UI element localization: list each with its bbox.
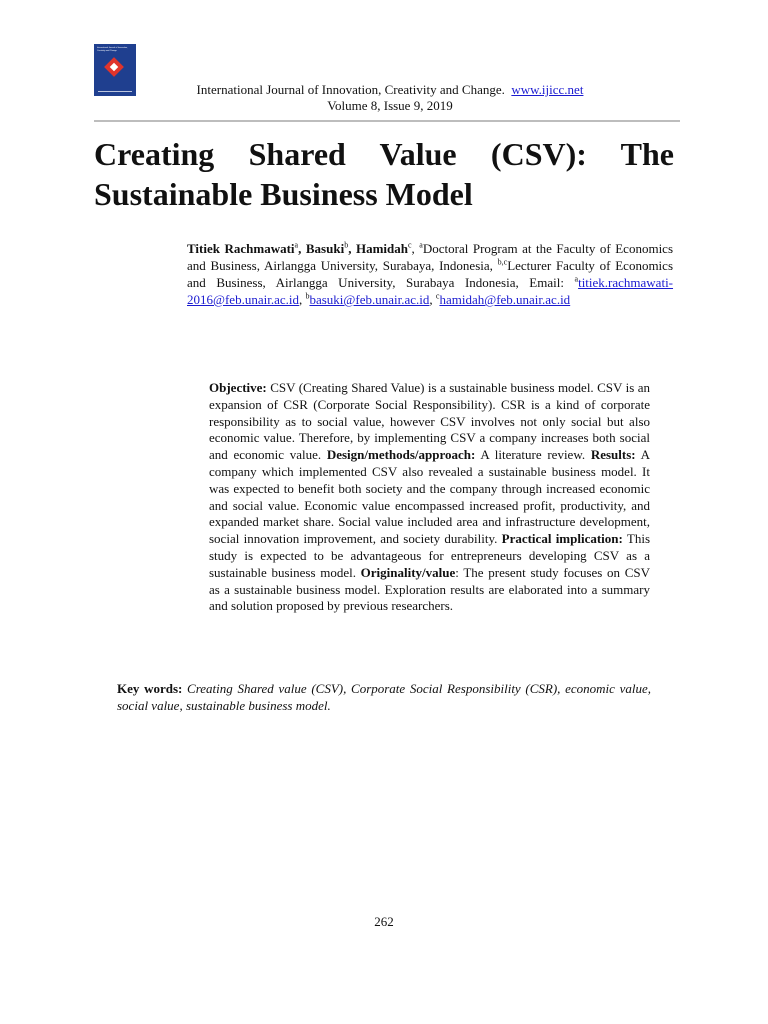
paper-title: Creating Shared Value (CSV): The Sustainable Business Model <box>94 136 674 212</box>
journal-logo-text: International Journal of Innovation, Creativity and Change <box>97 47 128 52</box>
journal-logo-emblem <box>104 57 124 77</box>
email-link-a[interactable]: titiek.rachmawati-2016@feb.unair.ac.id <box>187 275 674 307</box>
author-name: Basuki <box>305 241 345 256</box>
abstract-label: Practical implication: <box>501 531 623 547</box>
email-superscript: c <box>435 291 440 301</box>
abstract-text: : The present study focuses on CSV as a sustainable business model. Exploration results are elaborated into a summary and solution proposed by previous researchers. <box>209 564 651 614</box>
abstract-text: A literature review. <box>480 447 586 463</box>
abstract-label: Design/methods/approach: <box>326 447 476 463</box>
affiliation-superscript: b,c <box>497 257 508 267</box>
author-affiliations: Titiek Rachmawati$^a$, Basuki$^b$, Hamidah$^c$, $^a$Doctoral Program at the Faculty of Economics and Business, Airlangga University, Surabaya, Indonesia, $^{b,c}$Lecturer Faculty of Economics and Business, Airlangga University, Surabaya Indonesia, Email: $^a$titiek.rachmawati-2016@feb.unair.ac.id, $^b$basuki@feb.unair.ac.id, $^c$hamidah@feb.unair.ac.id <box>187 240 674 307</box>
author-superscript: b <box>344 240 349 250</box>
author-superscript: a <box>294 240 299 250</box>
email-superscript: b <box>305 291 310 301</box>
affiliation-bc: Lecturer Faculty of Economics and Business, Airlangga University, Surabaya Indonesia, Email: <box>187 258 673 290</box>
keywords <box>117 680 651 714</box>
affiliation-superscript: a <box>419 240 423 250</box>
email-link-b[interactable]: basuki@feb.unair.ac.id <box>309 292 430 307</box>
abstract-label: Objective: <box>209 380 267 395</box>
email-link-c[interactable]: hamidah@feb.unair.ac.id <box>439 292 571 307</box>
affiliation-a: Doctoral Program at the Faculty of Economics and Business, Airlangga University, Surabaya, Indonesia, <box>187 241 674 273</box>
abstract <box>209 380 650 615</box>
author-name: Hamidah <box>355 241 408 256</box>
abstract-text: A company which implemented CSV also revealed a sustainable business model. It was expected to benefit both society and the company through increased economic and social value. Economic value encompassed increased profit, productivity, and expanded market share. Social value included area and infrastructure development, social innovation improvement, and society durability. <box>209 447 650 547</box>
page-number: 262 <box>374 914 394 929</box>
journal-url-link[interactable]: www.ijicc.net <box>511 82 584 97</box>
email-superscript: a <box>574 274 579 284</box>
keywords-label: Key words: <box>117 681 183 696</box>
journal-header <box>120 82 660 114</box>
volume-issue: Volume 8, Issue 9, 2019 <box>327 98 453 113</box>
author-name: Titiek Rachmawati <box>187 241 295 256</box>
header-divider <box>94 120 680 122</box>
keywords-text: Creating Shared value (CSV), Corporate Social Responsibility (CSR), economic value, social value, sustainable business model. <box>117 681 651 713</box>
abstract-label: Results: <box>590 447 636 463</box>
author-superscript: c <box>407 240 412 250</box>
abstract-label: Originality/value <box>360 564 456 580</box>
journal-name: International Journal of Innovation, Creativity and Change. <box>196 82 505 97</box>
abstract-text: This study is expected to be advantageous for entrepreneurs developing CSV as a sustainable business model. <box>209 531 651 580</box>
abstract-text: CSV (Creating Shared Value) is a sustainable business model. CSV is an expansion of CSR (Corporate Social Responsibility). CSR is a kind of corporate responsibility as to social value, however CSV involves not only social but also economic value. Therefore, by implementing CSV a company increases both social and economic value. <box>209 380 651 463</box>
